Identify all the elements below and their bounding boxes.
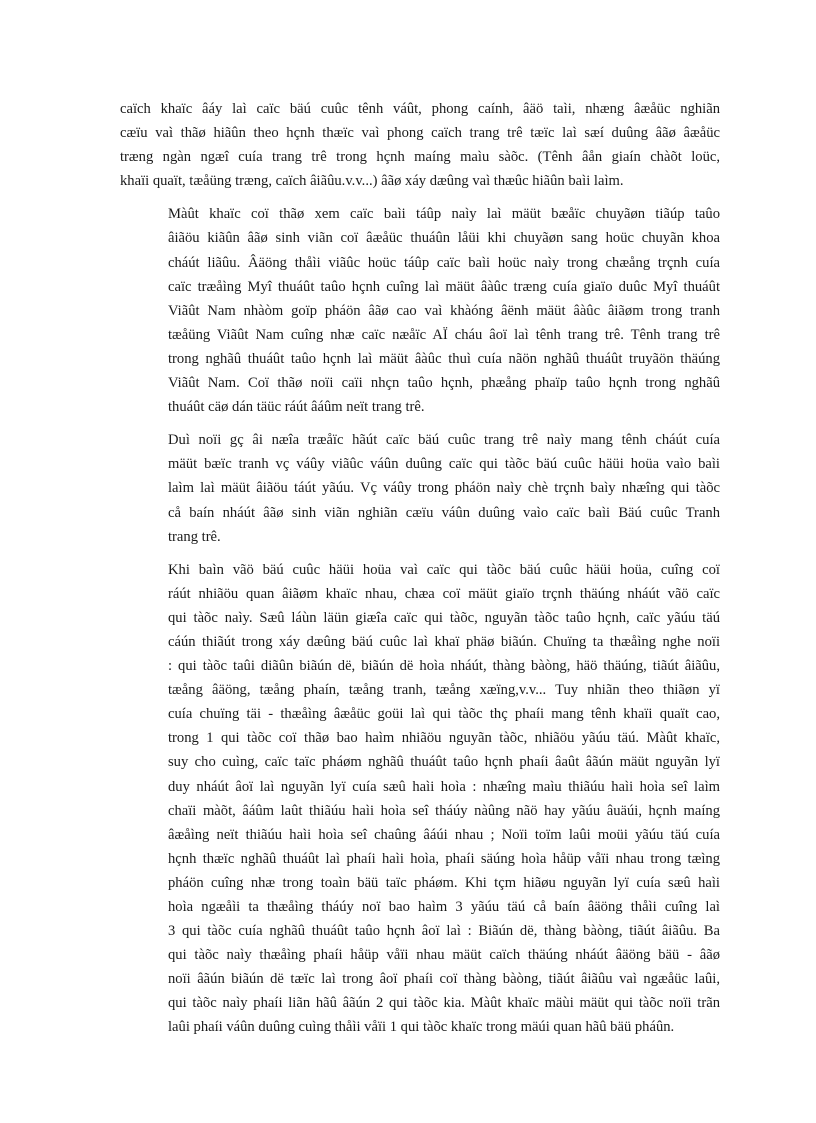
text-line: mäüt bæïc tranh vç váûy viãûc váûn duûng caïc qui tàõc bäú cuûc häüi hoüa vaìo baìi [168,456,720,473]
text-line: noïi âãún biãún dë tæïc laì trong âoï phaíi coï thàng bàòng, tiãút âiãûu vaì ngæåüc laûi, [168,971,720,988]
text-line: cå baín nháút âãø sinh viãn nghiãn cæïu váûn duûng vaìo caïc baìi Bäú cuûc Tranh [168,504,720,521]
text-line: laûi phaíi váûn duûng cuìng thåìi våïi 1 qui tàõc khaïc trong mäúi quan hãû bäü pháûn. [168,1019,675,1036]
text-line: khaïi quaït, tæåüng træng, caïch âiãûu.v.v...) âãø xáy dæûng vaì thæûc hiãûn baìi laìm. [120,173,624,190]
text-line: trang trê. [168,528,221,545]
document-page [120,97,720,1049]
text-line: Màût khaïc coï thãø xem caïc baìi táûp naìy laì mäüt bæåïc chuyãøn tiãúp taûo [168,206,720,223]
text-line: cáún thiãút trong xáy dæûng bäú cuûc laì khaï phäø biãún. Chuïng ta thæåìng nghe noïi [168,633,720,650]
text-line: tæång âäöng, tæång phaín, tæång tranh, tæång xæïng,v.v... Tuy nhiãn theo thiãøn yï [168,682,720,699]
text-line: qui tàõc naìy thæåìng phaíi håüp våïi nhau mäüt caïch thäúng nháút âäöng bäü - âãø [168,947,720,964]
text-line: 3 qui tàõc cuía nghãû thuáût taûo hçnh âoï laì : Biãún dë, thàng bàòng, tiãút âiãûu. Ba [168,923,720,940]
paragraph-3 [120,428,720,548]
text-line: cuía chuïng täi - thæåìng âæåüc goüi laì qui tàõc thç phaíi mang tênh khaïi quaït cao, [168,706,720,723]
text-line: Viãût Nam. Coï thãø noïi caïi nhçn taûo hçnh, phæång phaïp taûo hçnh trong nghãû [168,375,720,392]
text-line: Duì noïi gç âi næîa træåïc hãút caïc bäú cuûc trang trê naìy mang tênh cháút cuía [168,432,720,449]
text-line: hçnh thæïc nghãû thuáût laì phaíi haìi hoìa, phaíi säúng hoìa håüp våïi nhau trong tæìng [168,850,720,867]
paragraph-1 [120,97,720,193]
text-line: suy cho cuìng, caïc taïc pháøm nghãû thuáût taûo hçnh phaíi âaût âãún mäüt nguyãn lyï [168,754,720,771]
text-line: ráút nhiãöu quan âiãøm khaïc nhau, chæa coï mäüt giaïo trçnh thäúng nháút vãö caïc [168,585,720,602]
text-line: qui tàõc naìy phaíi liãn hãû âãún 2 qui tàõc kia. Màût khaïc mäùi mäüt qui tàõc noïi trãn [168,995,720,1012]
text-line: trong 1 qui tàõc coï thãø bao haìm nhiãöu nguyãn tàõc, nhiãöu yãúu täú. Màût khaïc, [168,730,720,747]
text-line: trong nghãû thuáût taûo hçnh laì mäüt âàûc thuì cuía nãön nghãû thuáût truyãön thäúng [168,350,720,367]
text-line: hoìa ngæåìi ta thæåìng tháúy noï bao haìm 3 yãúu täú cå baín âäöng thåìi cuîng laì [168,899,720,915]
text-line: Viãût Nam nhàòm goïp pháön âãø cao vaì khàóng âënh mäüt âàûc âiãøm trong tranh [168,302,720,319]
text-line: tæåüng Viãût Nam cuîng nhæ caïc næåïc AÏ cháu âoï laì tênh trang trê. Tênh trang trê [168,326,720,343]
text-line: duy nháút âoï laì nguyãn lyï cuía sæû haìi hoìa : nhæîng maìu thiãúu haìi hoìa seî laìm [168,778,720,795]
text-line: caïch khaïc âáy laì caïc bäú cuûc tênh váût, phong caính, âäö taìi, nhæng âæåüc nghiãn [120,101,720,117]
text-line: Khi baìn vãö bäú cuûc häüi hoüa vaì caïc qui tàõc bäú cuûc häüi hoüa, cuîng coï [168,561,720,578]
text-line: chaïi màõt, âáûm laût thiãúu haìi hoìa seî tháúy nàûng nãö hay yãúu âuäúi, hçnh maíng [168,802,720,819]
text-line: thuáût cäø dán täüc ráút âáûm neït trang trê. [168,399,425,416]
text-line: âiãöu kiãûn âãø sinh viãn coï âæåüc thuáûn låüi khi chuyãøn sang hoüc chuyãn khoa [168,230,720,247]
text-line: laìm laì mäüt âiãöu táút yãúu. Vç váûy trong pháön naìy chè trçnh baìy nhæîng qui tàõc [168,480,720,497]
text-line: : qui tàõc taûi diãûn biãún dë, biãún dë hoìa nháút, thàng bàòng, häö thäúng, tiãút âiãûu, [168,658,720,675]
paragraph-2 [120,202,720,419]
text-line: træng ngàn ngæî cuía trang trê trong hçnh maíng maìu sàõc. (Tênh âån giaín chàõt loüc, [120,149,720,166]
text-line: cæïu vaì thãø hiãûn theo hçnh thæïc vaì phong caïch trang trê tæïc laì sæí duûng âãø âæåüc [120,125,720,142]
text-line: pháön cuîng nhæ trong toaìn bäü taïc pháøm. Khi tçm hiãøu nguyãn lyï cuía sæû haìi [168,874,720,891]
text-line: âæåìng neït thiãúu haìi hoìa seî chaûng âáúi nhau ; Noïi toïm laûi moüi yãúu täú cuía [168,826,720,843]
text-line: cháút liãûu. Âäöng thåìi viãûc hoüc táûp caïc baìi hoüc naìy trong chæång trçnh cuía [168,254,720,271]
paragraph-4 [120,558,720,1040]
text-line: qui tàõc naìy. Sæû láùn läün giæîa caïc qui tàõc, nguyãn tàõc taûo hçnh, caïc yãúu täú [168,609,720,626]
text-line: caïc træåìng Myî thuáût taûo hçnh cuîng laì mäüt âàûc træng cuía giaïo duûc Myî thuáût [168,278,720,295]
